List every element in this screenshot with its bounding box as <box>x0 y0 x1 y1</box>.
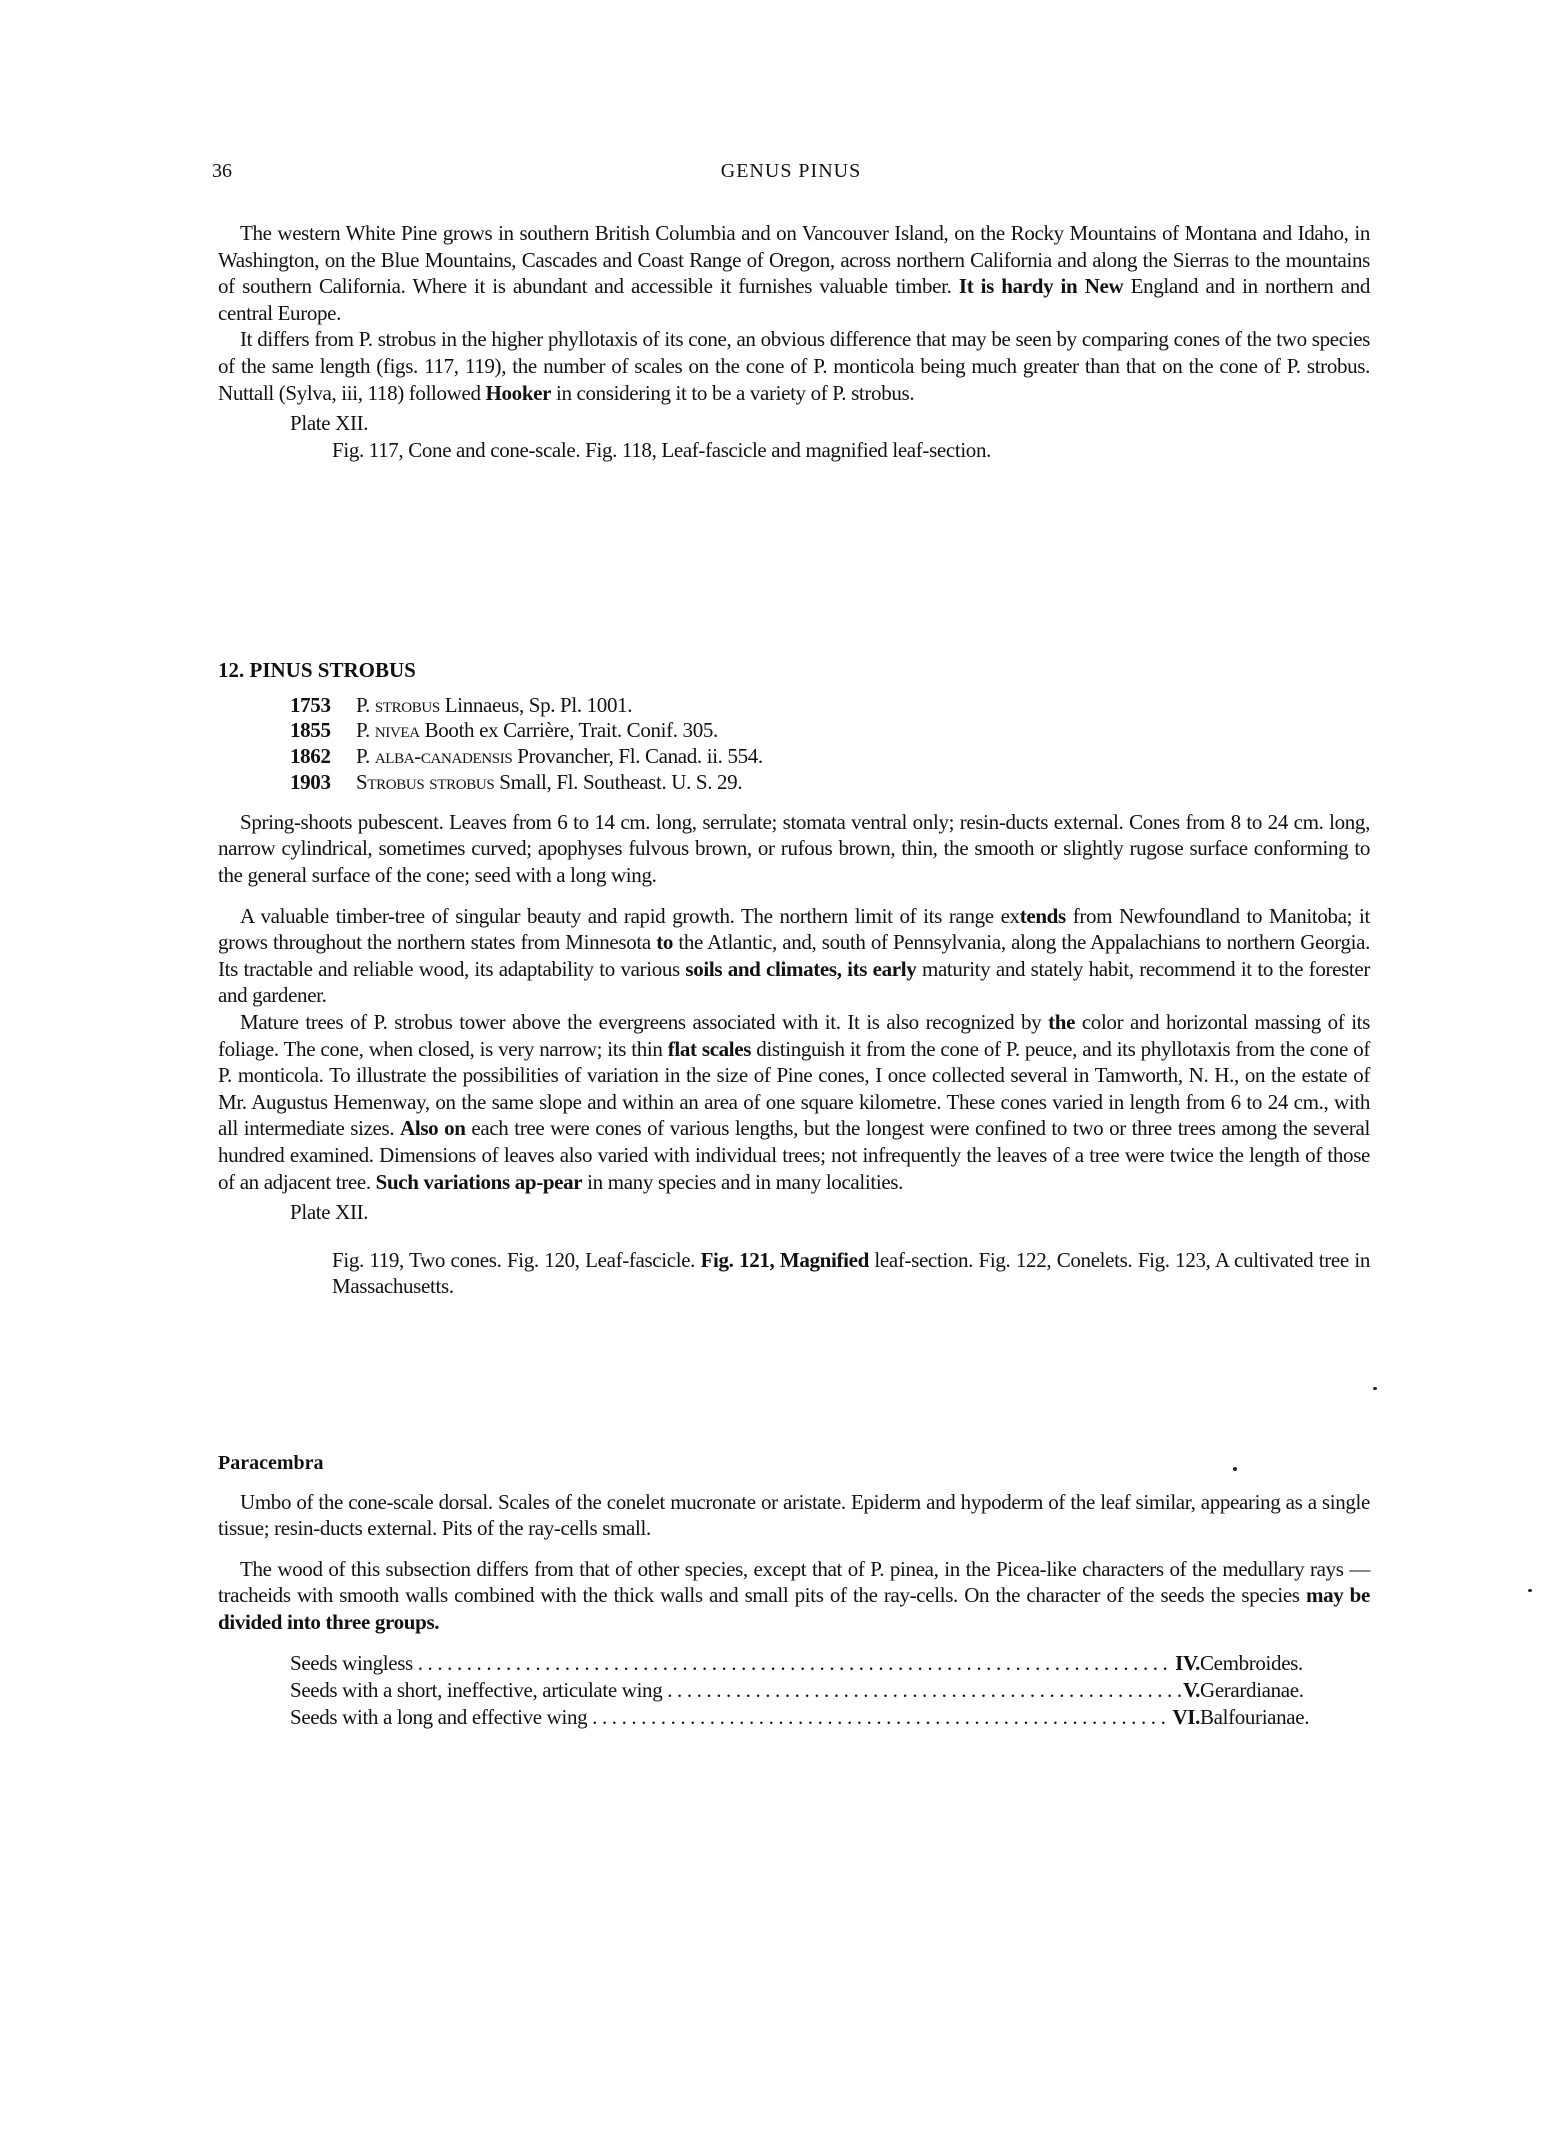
text-run: Fig. 119, Two cones. Fig. 120, Leaf-fascicle. <box>332 1247 701 1272</box>
bold-text: may be divided into three groups. <box>218 1583 1370 1634</box>
key-group: Gerardianae. <box>1200 1677 1304 1702</box>
text-run: Spring-shoots pubescent. Leaves from 6 to 14 cm. long, serrulate; stomata ventral only; resin-ducts external. Cones from 8 to 24 cm. long, narrow cylindrical, sometimes curved; apophyses fulvous brown, or rufous brown, thin, the smooth or slightly rugose surface conforming to the general surface of the cone; seed with a long wing. <box>218 809 1370 887</box>
synonym-genus: P. <box>356 718 370 743</box>
paragraph <box>218 326 1370 406</box>
synonym-genus: P. <box>356 692 370 717</box>
key-text: Seeds wingless . . . <box>290 1650 1173 1677</box>
synonym-name: Strobus strobus <box>356 769 495 794</box>
synonym-year: 1903 <box>290 769 331 794</box>
synonym-item <box>290 717 1370 743</box>
synonym-name: nivea <box>374 718 420 743</box>
text-run: Mature trees of P. strobus tower above the evergreens associated with it. It is also recognized by <box>240 1009 1049 1034</box>
synonym-year: 1753 <box>290 692 331 717</box>
key-group: Cembroides. <box>1200 1650 1303 1675</box>
synonym-item <box>290 743 1370 769</box>
bold-text: the <box>1048 1009 1076 1034</box>
plate-reference: Plate XII. <box>290 1200 369 1225</box>
figure-caption: Fig. 117, Cone and cone-scale. Fig. 118, Leaf-fascicle and magnified leaf-section. <box>332 437 991 462</box>
key-number: IV. <box>1175 1650 1200 1675</box>
text-run: The wood of this subsection differs from that of other species, except that of P. pinea, in the Picea-like characters of the medullary rays — tracheids with smooth walls combined with the thick walls and small pits of the ray-cells. On the character of the seeds the species <box>218 1556 1370 1608</box>
key-number: VI. <box>1172 1704 1200 1729</box>
text-run: from Newfoundland to Manitoba; it grows throughout the northern states from Minnesota <box>218 903 1371 955</box>
intro-section <box>218 220 1370 463</box>
paragraph <box>218 1489 1370 1542</box>
synonym-item <box>290 769 1370 795</box>
synonym-name: alba-canadensis <box>374 744 513 769</box>
species-heading: 12. PINUS STROBUS <box>218 658 416 682</box>
text-run: leaf-section. Fig. 122, Conelets. Fig. 123, A cultivated tree in Massachusetts. <box>332 1247 1370 1299</box>
bold-text: flat scales <box>667 1036 752 1061</box>
bold-text: Hooker <box>485 380 552 405</box>
bold-text: It is hardy in New <box>958 274 1124 299</box>
synonym-year: 1855 <box>290 718 331 743</box>
key-row <box>290 1650 1370 1677</box>
subsection <box>218 1450 1370 1731</box>
synonym-citation: Provancher, Fl. Canad. ii. 554. <box>512 744 763 769</box>
text-run: in considering it to be a variety of P. strobus. <box>551 380 915 405</box>
text-run: The western White Pine grows in southern British Columbia and on Vancouver Island, on the Rocky Mountains of Montana and Idaho, in Washington, on the Blue Mountains, Cascades and Coast Range of Oregon, across northern California and along the Sierras to the mountains of southern California. Where it is abundant and accessible it furnishes valuable timber. <box>218 221 1370 299</box>
subsection-heading: Paracembra <box>218 1452 324 1474</box>
plate-reference: Plate XII. <box>290 411 369 436</box>
bold-text: tends <box>1019 903 1066 928</box>
text-run: distinguish it from the cone of P. peuce, and its phyllotaxis from the cone of P. monticola. To illustrate the possibilities of variation in the size of Pine cones, I once collected several in Tamworth, N. H., on the estate of Mr. Augustus Hemenway, on the same slope and within an area of one square kilometre. These cones varied in length from 6 to 24 cm., with all intermediate sizes. <box>218 1036 1371 1141</box>
text-run: color and horizontal massing of its foliage. The cone, when closed, is very narrow; its thin <box>218 1009 1370 1061</box>
group-key <box>218 1650 1370 1731</box>
key-text: Seeds with a short, ineffective, articulate wing . . . <box>290 1677 1181 1704</box>
key-text: Seeds with a long and effective wing . . . <box>290 1704 1170 1731</box>
figure-caption <box>218 1247 1370 1300</box>
key-number: V. <box>1182 1677 1200 1702</box>
paragraph <box>218 220 1370 326</box>
synonym-year: 1862 <box>290 744 331 769</box>
synonym-genus: P. <box>356 744 370 769</box>
text-run: A valuable timber-tree of singular beauty and rapid growth. The northern limit of its range ex <box>240 903 1020 928</box>
paragraph <box>218 1556 1370 1636</box>
bold-text: to <box>656 930 673 955</box>
text-run: England and in northern and central Europe. <box>218 274 1370 325</box>
synonym-citation: Booth ex Carrière, Trait. Conif. 305. <box>419 718 718 743</box>
text-run: maturity and stately habit, recommend it to the forester and gardener. <box>218 956 1371 1008</box>
paragraph <box>218 1009 1370 1195</box>
text-run: Umbo of the cone-scale dorsal. Scales of the conelet mucronate or aristate. Epiderm and hypoderm of the leaf similar, appearing as a single tissue; resin-ducts external. Pits of the ray-cells small. <box>218 1489 1370 1541</box>
bold-text: soils and climates, its early <box>685 956 917 981</box>
running-head: GENUS PINUS <box>720 160 862 182</box>
bold-text: Such variations ap-pear <box>375 1169 583 1194</box>
species-section <box>218 657 1370 1321</box>
paragraph <box>218 903 1370 1009</box>
bold-text: Fig. 121, Magnified <box>700 1247 869 1272</box>
text-run: the Atlantic, and, south of Pennsylvania, along the Appalachians to northern Georgia. Its tractable and reliable wood, its adaptability to various <box>218 930 1370 981</box>
scan-speck <box>1373 1387 1377 1390</box>
text-run: It differs from P. strobus in the higher phyllotaxis of its cone, an obvious difference that may be seen by comparing cones of the two species of the same length (figs. 117, 119), the number of scales on the cone of P. monticola being much greater than that on the cone of P. strobus. Nuttall (Sylva, iii, 118) followed <box>218 327 1370 405</box>
synonym-item <box>290 692 1370 718</box>
scan-speck <box>1233 1467 1237 1471</box>
synonym-citation: Linnaeus, Sp. Pl. 1001. <box>439 692 633 717</box>
synonym-citation: Small, Fl. Southeast. U. S. 29. <box>494 769 743 794</box>
synonym-name: strobus <box>374 692 440 717</box>
text-run: in many species and in many localities. <box>582 1169 904 1194</box>
page-number: 36 <box>212 160 232 182</box>
bold-text: Also on <box>400 1116 466 1141</box>
key-row <box>290 1677 1370 1704</box>
text-run: each tree were cones of various lengths, but the longest were confined to two or three trees among the several hundred examined. Dimensions of leaves also varied with individual trees; not infrequently the leaves of a tree were twice the length of those of an adjacent tree. <box>218 1116 1370 1194</box>
description-paragraph <box>218 809 1370 889</box>
key-group: Balfourianae. <box>1200 1704 1310 1729</box>
synonym-list <box>218 692 1370 795</box>
scan-speck <box>1528 1589 1532 1592</box>
key-row <box>290 1704 1370 1731</box>
